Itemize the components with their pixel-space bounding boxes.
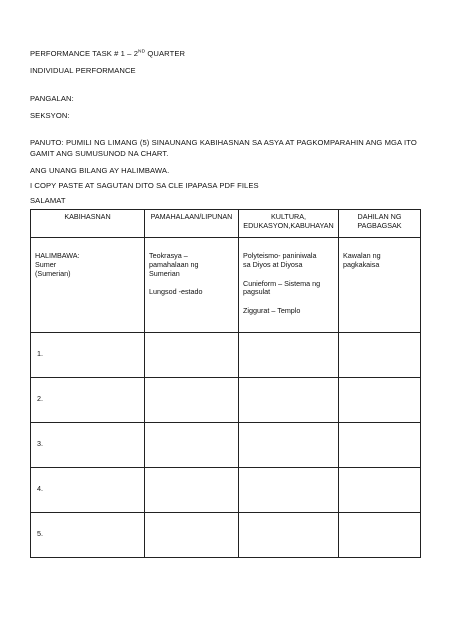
- task-title: PERFORMANCE TASK # 1 – 2ND QUARTER: [30, 49, 186, 58]
- name-label: PANGALAN:: [30, 94, 74, 103]
- answer-cell[interactable]: [339, 513, 421, 558]
- answer-cell[interactable]: [239, 333, 339, 378]
- submission-note: I COPY PASTE AT SAGUTAN DITO SA CLE IPAPASA PDF FILES: [30, 181, 259, 190]
- header-kultura: KULTURA, EDUKASYON,KABUHAYAN: [239, 210, 339, 238]
- table-row: [31, 468, 421, 513]
- answer-cell[interactable]: [145, 513, 239, 558]
- answer-cell[interactable]: [145, 468, 239, 513]
- answer-cell[interactable]: [339, 378, 421, 423]
- section-label: SEKSYON:: [30, 111, 70, 120]
- example-dahilan-cell: Kawalan ng pagkakaisa: [339, 238, 421, 333]
- example-kultura-cell: Polyteismo- paniniwala sa Diyos at Diyosa Cunieform – Sistema ng pagsulat Ziggurat – Templo: [239, 238, 339, 333]
- answer-cell[interactable]: [239, 378, 339, 423]
- table-row: [31, 513, 421, 558]
- instructions-paragraph: PANUTO: PUMILI NG LIMANG (5) SINAUNANG KABIHASNAN SA ASYA AT PAGKOMPARAHIN ANG MGA ITO GAMIT ANG SUMUSUNOD NA CHART.: [30, 138, 417, 158]
- table-header-row: [31, 210, 421, 238]
- header-kabihasnan: KABIHASNAN: [31, 210, 145, 238]
- answer-cell[interactable]: [239, 513, 339, 558]
- row-number: 3.: [31, 423, 145, 468]
- table-row: [31, 423, 421, 468]
- row-number: 1.: [31, 333, 145, 378]
- example-pamahalaan-cell: Teokrasya – pamahalaan ng Sumerian Lungsod -estado: [145, 238, 239, 333]
- header-dahilan: DAHILAN NG PAGBAGSAK: [339, 210, 421, 238]
- answer-cell[interactable]: [239, 423, 339, 468]
- answer-cell[interactable]: [145, 378, 239, 423]
- subtitle: INDIVIDUAL PERFORMANCE: [30, 66, 136, 75]
- answer-cell[interactable]: [339, 423, 421, 468]
- comparison-table: [30, 209, 421, 558]
- answer-cell[interactable]: [145, 423, 239, 468]
- example-note: ANG UNANG BILANG AY HALIMBAWA.: [30, 166, 170, 175]
- answer-cell[interactable]: [239, 468, 339, 513]
- row-number: 4.: [31, 468, 145, 513]
- answer-cell[interactable]: [339, 468, 421, 513]
- table-row: [31, 333, 421, 378]
- example-kabihasnan-cell: HALIMBAWA: Sumer (Sumerian): [31, 238, 145, 333]
- row-number: 2.: [31, 378, 145, 423]
- thanks-note: SALAMAT: [30, 196, 66, 205]
- row-number: 5.: [31, 513, 145, 558]
- table-row: [31, 378, 421, 423]
- header-pamahalaan: PAMAHALAAN/LIPUNAN: [145, 210, 239, 238]
- table-row-example: [31, 238, 421, 333]
- answer-cell[interactable]: [145, 333, 239, 378]
- answer-cell[interactable]: [339, 333, 421, 378]
